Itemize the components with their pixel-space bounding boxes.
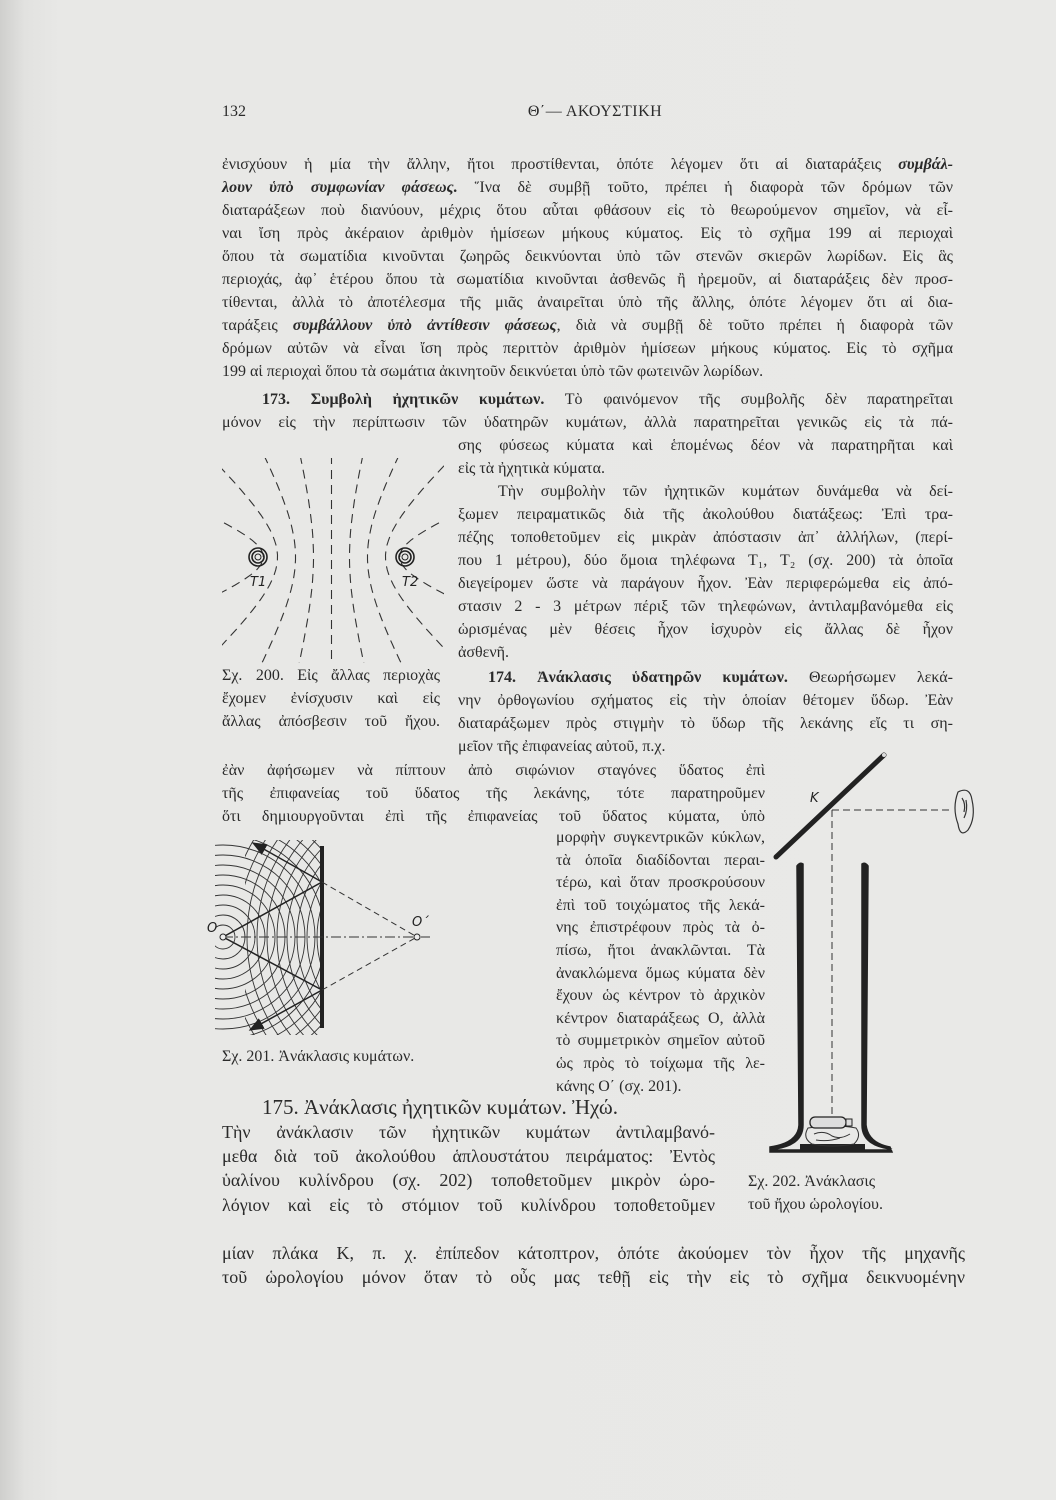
cotton-padding	[806, 1126, 859, 1146]
figure-201-wave-reflection	[81, 737, 617, 1137]
text-line: ἐπὶ τοῦ τοιχώματος τῆς λεκά-	[556, 896, 765, 914]
label-t2: T2	[402, 575, 419, 590]
text-line: διαταράξωμεν πρὸς στιγμὴν τὸ ὕδωρ τῆς λεκάνης εἴς τι ση-	[458, 715, 953, 732]
text-line: μόνον εἰς τὴν περίπτωσιν τῶν ὑδατηρῶν κυμάτων, ἀλλὰ παρατηρεῖται γενικῶς εἰς τὰ πά-	[222, 414, 953, 431]
text-segment: ταράξεις	[222, 317, 293, 334]
text-segment: Ἵνα δὲ συμβῇ τοῦτο, πρέπει ἡ διαφορὰ τῶν δρόμων τῶν	[457, 179, 954, 196]
text-line: ἀνακλώμενα ὅμως κύματα δὲν	[556, 964, 765, 982]
text-line: νην ὀρθογωνίου σχήματος εἰς τὴν ὁποίαν θέτομεν ὕδωρ. Ἐὰν	[458, 692, 953, 709]
text-line: ἐὰν ἀφήσωμεν νὰ πίπτουν ἀπὸ σιφώνιον σταγόνες ὕδατος ἐπὶ	[222, 762, 765, 779]
running-header-title: Θ΄— ΑΚΟΥΣΤΙΚΗ	[527, 103, 663, 120]
image-point-o-prime	[414, 934, 420, 940]
text-line: τὸ συμμετρικὸν σημεῖον αὐτοῦ	[556, 1032, 765, 1050]
text-line: εἰς τὰ ἠχητικὰ κύματα.	[458, 460, 605, 477]
cylinder-base	[800, 1144, 865, 1151]
emphasized-term: συμβάλλουν ὑπὸ ἀντίθεσιν φάσεως	[292, 317, 557, 334]
text-line: μίαν πλάκα Κ, π. χ. ἐπίπεδον κάτοπτρον, ὁπότε ἀκούομεν τὸν ἦχον τῆς μηχανῆς	[222, 1243, 965, 1263]
text-line: νης ἐπιστρέφουν πρὸς τὰ ὀ-	[556, 919, 765, 937]
text-line: περιοχάς, ἀφ᾽ ἑτέρου ὅπου τὰ σωματίδια κινοῦνται ἀσθενῶς ἢ ἠρεμοῦν, αἱ διαταράξεις δὲν προσ-	[222, 271, 953, 288]
telephone-t1-icon	[249, 548, 267, 566]
text-line: μεθα διὰ τοῦ ἀκολούθου ἁπλουστάτου πειράματος: Ἐντὸς	[222, 1146, 715, 1167]
page-number: 132	[222, 103, 246, 120]
text-line: λόγιον καὶ εἰς τὸ στόμιον τοῦ κυλίνδρου τοποθετοῦμεν	[222, 1194, 715, 1215]
text-line: στασιν 2 - 3 μέτρων πέριξ τῶν τηλεφώνων, ἀντιλαμβανόμεθα εἰς	[458, 598, 953, 615]
emphasized-term: 173. Συμβολὴ ἠχητικῶν κυμάτων.	[262, 391, 545, 408]
emphasized-term: λουν ὑπὸ συμφωνίαν φάσεως.	[222, 179, 458, 196]
text-line: διεγείρομεν ὥστε νὰ παράγουν ἦχον. Ἐὰν περιφερώμεθα εἰς ἀπό-	[458, 575, 953, 592]
text-line: τὰ ὁποῖα διαδίδονται περαι-	[556, 851, 765, 869]
figure-caption-line: ἔχομεν ἐνίσχυσιν καὶ εἰς	[222, 690, 440, 707]
text-line: τέρω, καὶ ὅταν προσκρούσουν	[556, 874, 765, 892]
label-t1: T1	[250, 575, 267, 590]
emphasized-term: συμβάλ-	[898, 156, 953, 173]
text-line: ὡς πρὸς τὸ τοίχωμα τῆς λε-	[556, 1054, 765, 1072]
text-line: σης φύσεως κύματα καὶ ἑπομένως δέον νὰ παρατηρῆται καὶ	[458, 437, 953, 454]
text-line: ξωμεν πειραματικῶς διὰ τῆς ἀκολούθου διατάξεως: Ἐπὶ τρα-	[458, 506, 953, 523]
figure-caption-line: Σχ. 202. Ἀνάκλασις	[748, 1173, 876, 1190]
text-line: ἔχουν ὡς κέντρον τὸ ἀρχικὸν	[556, 987, 765, 1005]
figure-caption-line: τοῦ ἤχου ὡρολογίου.	[748, 1196, 883, 1213]
figure-caption-line: Σχ. 200. Εἰς ἄλλας περιοχὰς	[222, 667, 440, 684]
text-line: Τὴν ἀνάκλασιν τῶν ἠχητικῶν κυμάτων ἀντιλαμβανό-	[222, 1122, 715, 1142]
text-line: ὅτι δημιουργοῦνται ἐπὶ τῆς ἐπιφανείας τοῦ ὕδατος κύματα, ὑπὸ	[222, 808, 765, 825]
text-segment: ἐνισχύουν ἡ μία τὴν ἄλλην, ἤτοι προστίθενται, ὁπότε λέγομεν ὅτι αἱ διαταράξεις	[222, 156, 899, 173]
reflected-ray-upper	[253, 843, 322, 882]
text-line: ὡρισμένας μὲν θέσεις ἦχον ἰσχυρὸν εἰς ἄλλας δὲ ἦχον	[458, 621, 953, 638]
text-line: ὅπου τὰ σωματίδια κινοῦνται ζωηρῶς δεικνύονται ὑπὸ τῶν στενῶν σκιερῶν λωρίδων. Εἰς ἃς	[222, 248, 953, 265]
text-line: κέντρον διαταράξεως Ο, ἀλλὰ	[556, 1009, 765, 1027]
mirror-plate-k	[776, 755, 884, 857]
emphasized-term: 174. Ἀνάκλασις ὑδατηρῶν κυμάτων.	[488, 669, 788, 686]
text-line: τοῦ ὡρολογίου μόνον ὅταν τὸ οὖς μας τεθῇ εἰς τὴν εἰς τὸ σχῆμα δεικνυομένην	[222, 1267, 965, 1288]
text-line: μεῖον τῆς ἐπιφανείας αὐτοῦ, π.χ.	[458, 738, 666, 755]
text-segment: Τὸ φαινόμενον τῆς συμβολῆς δὲν παρατηρεῖται	[544, 391, 953, 408]
figure-caption-line: ἄλλας ἀπόσβεσιν τοῦ ἤχου.	[222, 713, 440, 730]
text-line: 199 αἱ περιοχαὶ ὅπου τὰ σωμάτια ἀκινητοῦν δεικνύεται ὑπὸ τῶν φωτεινῶν λωρίδων.	[222, 363, 764, 380]
text-line: ὑαλίνου κυλίνδρου (σχ. 202) τοποθετοῦμεν μικρὸν ὡρο-	[222, 1170, 715, 1191]
text-line: μορφὴν συγκεντρικῶν κύκλων,	[556, 829, 765, 846]
mirror-end	[882, 753, 886, 757]
text-line: πέζης τοποθετοῦμεν εἰς μικρὰν ἀπόστασιν ἀπ᾽ ἀλλήλων, (περί-	[458, 529, 953, 546]
glass-cylinder	[770, 863, 892, 1152]
label-o-prime: O΄	[412, 915, 429, 930]
text-line: ἀσθενῆ.	[458, 644, 509, 661]
interference-line	[350, 455, 365, 665]
figure-202-echo-cylinder	[770, 753, 973, 1152]
text-line: κάνης Ο΄ (σχ. 201).	[556, 1077, 682, 1095]
text-line: 175. Ἀνάκλασις ἠχητικῶν κυμάτων. Ἠχώ.	[262, 1095, 618, 1119]
text-line: τίθενται, ἀλλὰ τὸ ἀποτέλεσμα τῆς μιᾶς ἀναιρεῖται ὑπὸ τῆς ἄλλης, ὁπότε λέγομεν ὅτι αἱ δια-	[222, 294, 953, 311]
figure-caption-line: Σχ. 201. Ἀνάκλασις κυμάτων.	[222, 1048, 415, 1065]
interference-dashed-lines	[60, 455, 604, 665]
text-segment: , διὰ νὰ συμβῇ δὲ τοῦτο πρέπει ἡ διαφορὰ τῶν	[556, 317, 953, 334]
label-k: K	[810, 791, 819, 806]
telephone-t2-icon	[396, 548, 414, 566]
text-segment: Θεωρήσωμεν λεκά-	[787, 669, 954, 686]
interference-line	[299, 455, 314, 665]
clock-icon	[810, 1117, 852, 1128]
text-line: διαταράξεων ποὺ διανύουν, μέχρις ὅτου αὗται φθάσουν εἰς τὸ θεωρούμενον σημεῖον, νὰ εἶ-	[222, 202, 953, 219]
text-line: δρόμων αὐτῶν νὰ εἶναι ἴση πρὸς περιττὸν ἀριθμὸν ἡμίσεων μήκους κύματος. Εἰς τὸ σχῆμα	[222, 340, 953, 357]
label-o: O	[207, 921, 218, 936]
source-point-o	[220, 934, 226, 940]
text-line: τῆς ἐπιφανείας τοῦ ὕδατος τῆς λεκάνης, τότε παρατηροῦμεν	[222, 785, 765, 802]
virtual-ray-lower	[322, 937, 417, 990]
virtual-ray-upper	[322, 882, 417, 937]
text-line: ναι ἴση πρὸς ἀκέραιον ἀριθμὸν ἡμίσεων μήκους κύματος. Εἰς τὸ σχῆμα 199 αἱ περιοχαὶ	[222, 225, 953, 242]
figure-200-interference-diagram	[60, 455, 604, 665]
text-line: πίσω, ἤτοι ἀνακλῶνται. Τὰ	[556, 941, 765, 959]
text-line: που 1 μέτρου), δύο ὅμοια τηλέφωνα T₁, T₂ (σχ. 200) τὰ ὁποῖα	[458, 552, 953, 569]
text-line: Τὴν συμβολὴν τῶν ἠχητικῶν κυμάτων δυνάμεθα νὰ δεί-	[498, 483, 953, 500]
ear-icon	[955, 790, 973, 833]
